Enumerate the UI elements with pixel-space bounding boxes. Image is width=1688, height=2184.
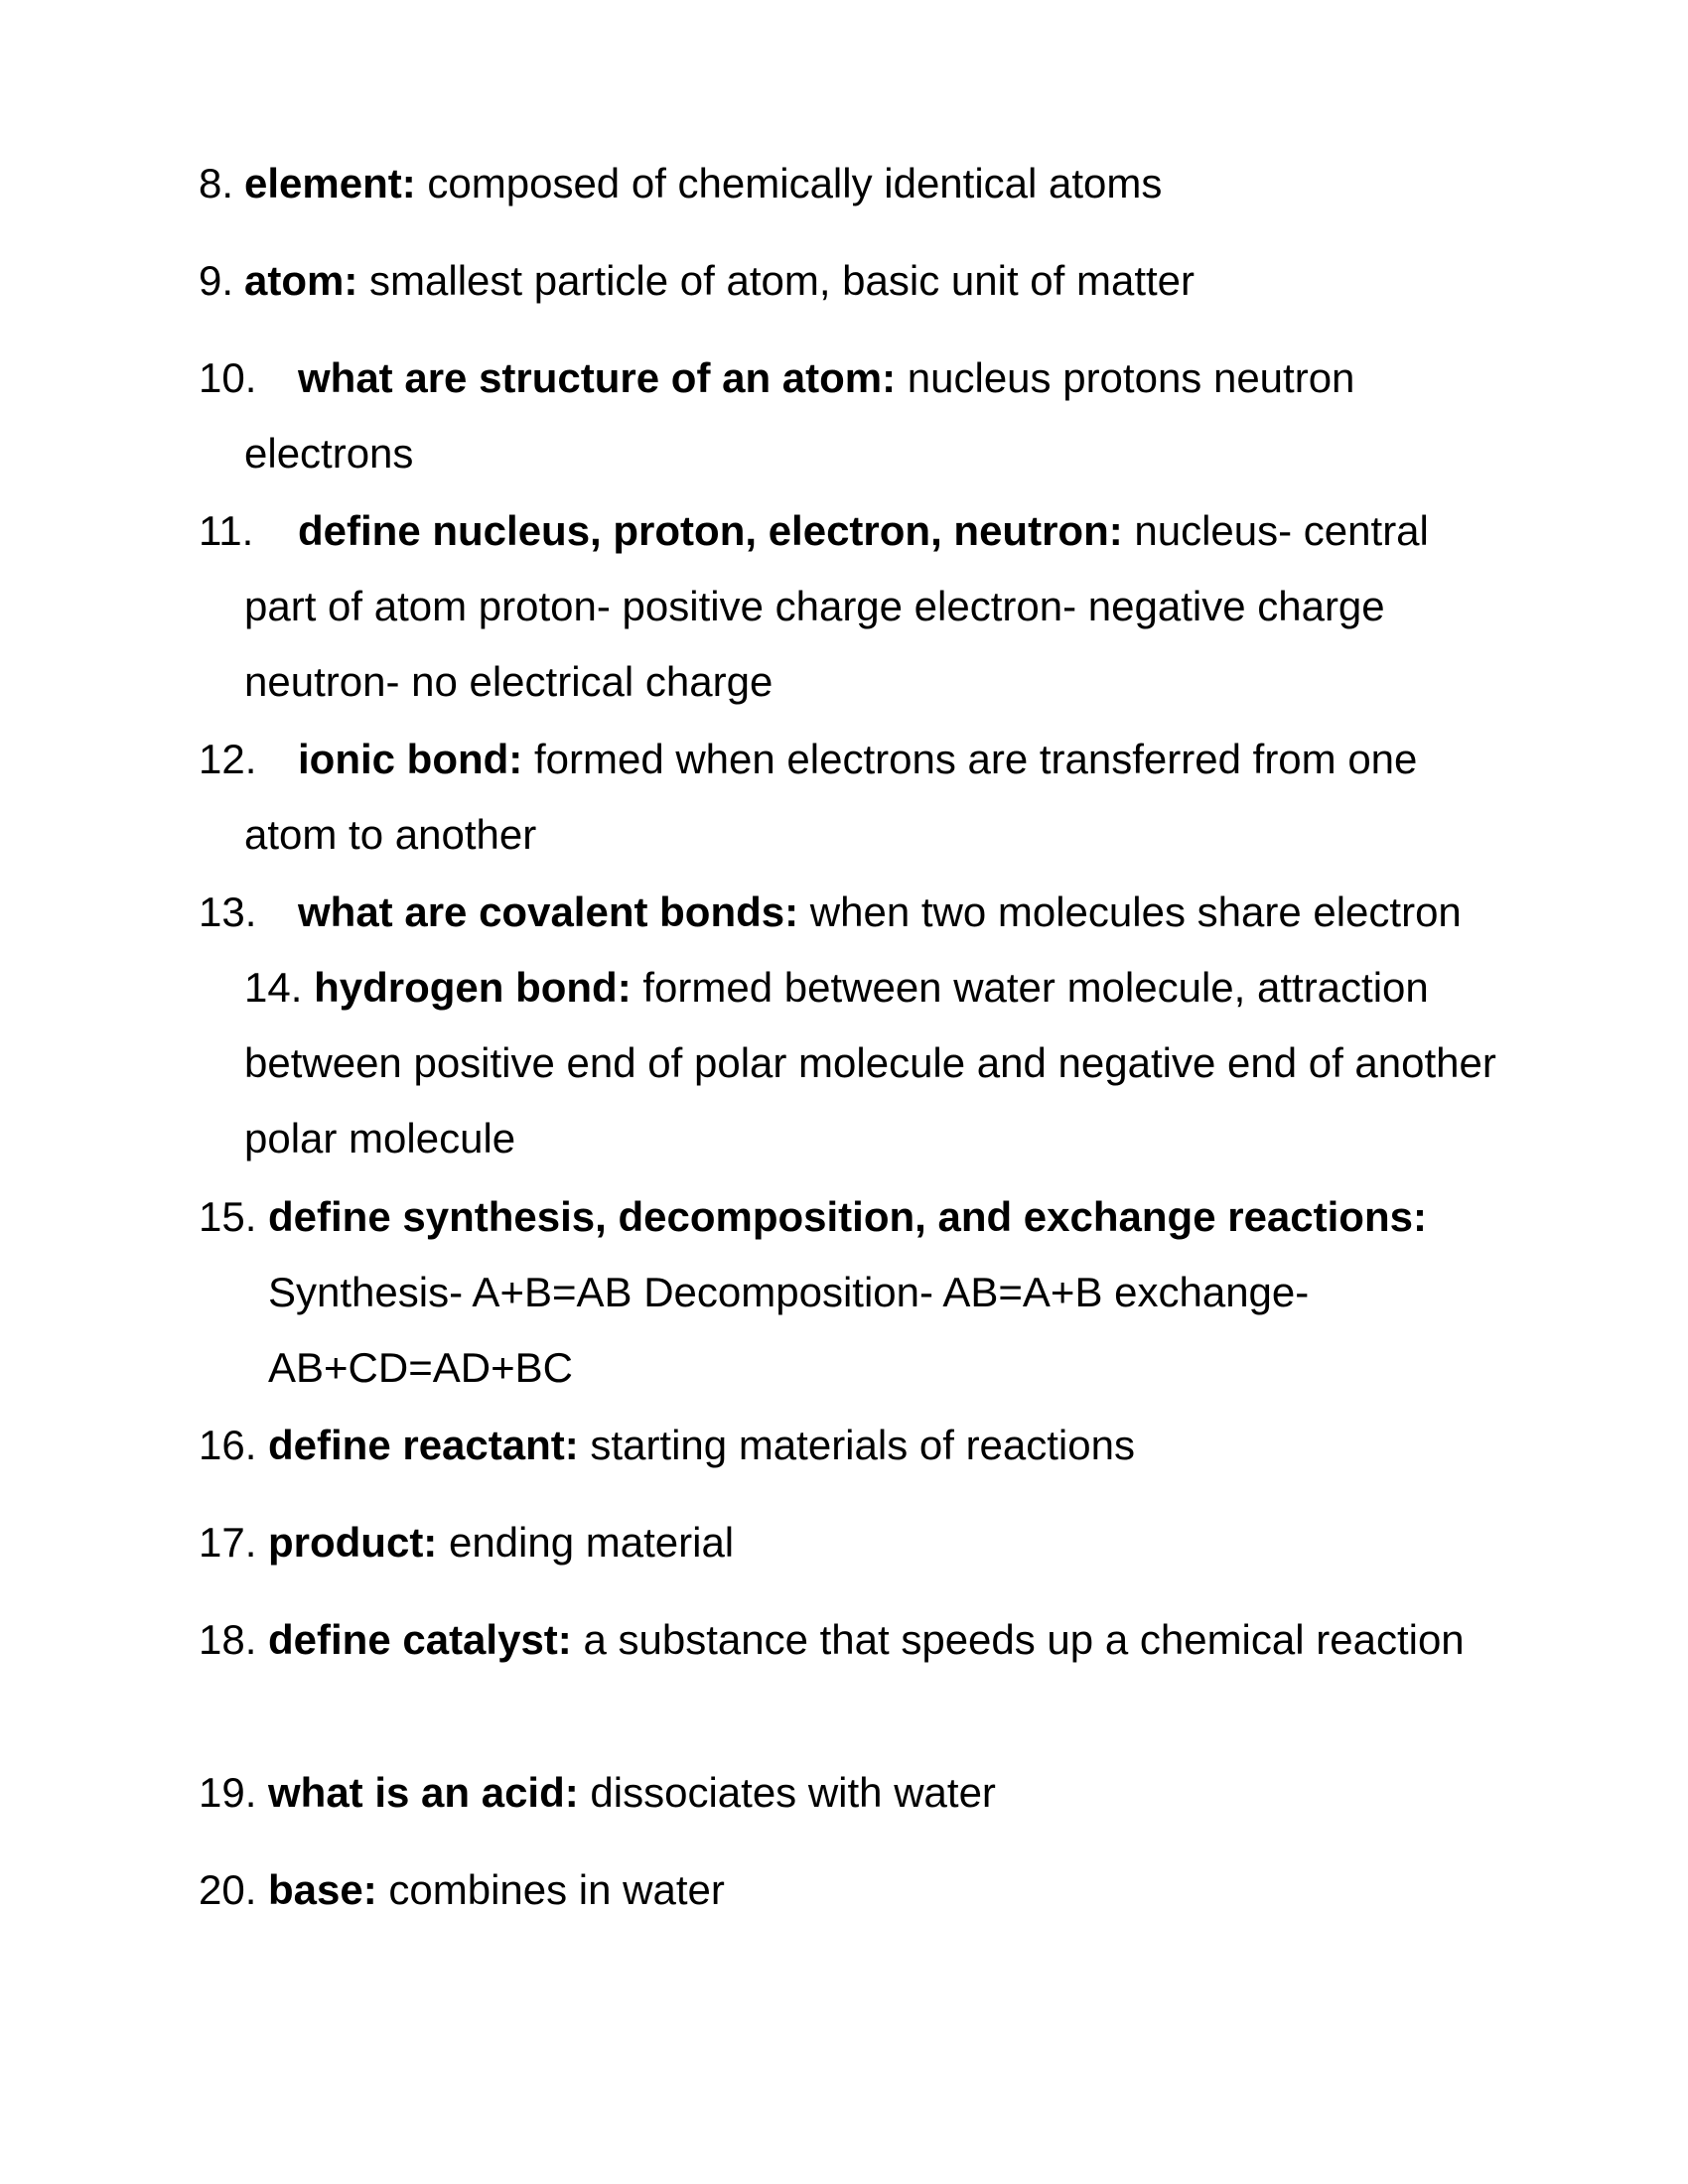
item-text [199, 1179, 1509, 1406]
list-item [199, 493, 1509, 720]
item-text [199, 1505, 1509, 1580]
item-term: define nucleus, proton, electron, neutron: [298, 507, 1123, 554]
list-item [199, 243, 1509, 319]
item-term: define synthesis, decomposition, and exchange reactions: [268, 1193, 1427, 1240]
list-item [199, 1602, 1509, 1678]
item-text [199, 341, 1509, 491]
item-number: 13. [199, 888, 257, 935]
item-definition: smallest particle of atom, basic unit of matter [357, 257, 1196, 304]
item-number: 10. [199, 354, 257, 401]
item-definition: nucleus- central part of atom proton- positive charge electron- negative charge neutron- no electrical charge [244, 507, 1429, 705]
item-definition: ending material [437, 1519, 735, 1566]
list-item [199, 722, 1509, 873]
item-definition-secondary: formed between water molecule, attraction between positive end of polar molecule and negative end of another polar molecule [244, 964, 1496, 1161]
list-item [199, 1852, 1509, 1928]
item-number: 18. [199, 1616, 257, 1663]
item-text [199, 146, 1509, 221]
item-text [199, 722, 1509, 873]
item-number: 19. [199, 1769, 257, 1816]
item-definition: dissociates with water [578, 1769, 996, 1816]
item-number: 17. [199, 1519, 257, 1566]
item-term: product: [268, 1519, 438, 1566]
list-item [199, 146, 1509, 221]
list-item [199, 1179, 1509, 1406]
item-term: base: [268, 1866, 377, 1913]
item-term: what are structure of an atom: [298, 354, 897, 401]
item-definition: a substance that speeds up a chemical reaction [571, 1616, 1465, 1663]
item-term: ionic bond: [298, 736, 523, 782]
item-text [199, 875, 1509, 1176]
item-number: 16. [199, 1422, 257, 1468]
item-text [199, 1852, 1509, 1928]
list-item [199, 341, 1509, 491]
item-term: define catalyst: [268, 1616, 572, 1663]
item-definition: when two molecules share electron 14. [244, 888, 1462, 1011]
item-term-secondary: hydrogen bond: [314, 964, 632, 1011]
list-item [199, 1408, 1509, 1483]
item-text [199, 1602, 1509, 1678]
item-text [199, 1755, 1509, 1831]
item-text [199, 243, 1509, 319]
list-item [199, 1755, 1509, 1831]
item-number: 12. [199, 736, 257, 782]
item-term: element: [244, 160, 416, 206]
item-term: atom: [244, 257, 358, 304]
item-definition: Synthesis- A+B=AB Decomposition- AB=A+B exchange- AB+CD=AD+BC [268, 1269, 1310, 1391]
item-definition: nucleus protons neutron electrons [244, 354, 1355, 477]
item-number: 8. [199, 160, 234, 206]
item-number: 11. [199, 507, 254, 554]
item-definition: formed when electrons are transferred from one atom to another [244, 736, 1418, 858]
item-definition: starting materials of reactions [578, 1422, 1135, 1468]
item-term: what is an acid: [268, 1769, 579, 1816]
item-term: what are covalent bonds: [298, 888, 799, 935]
item-number: 15. [199, 1193, 257, 1240]
item-number: 9. [199, 257, 234, 304]
item-text [199, 1408, 1509, 1483]
item-definition: combines in water [376, 1866, 725, 1913]
item-definition: composed of chemically identical atoms [415, 160, 1163, 206]
item-number: 20. [199, 1866, 257, 1913]
item-term: define reactant: [268, 1422, 579, 1468]
list-item [199, 1505, 1509, 1580]
list-item [199, 875, 1509, 1176]
item-text [199, 493, 1509, 720]
